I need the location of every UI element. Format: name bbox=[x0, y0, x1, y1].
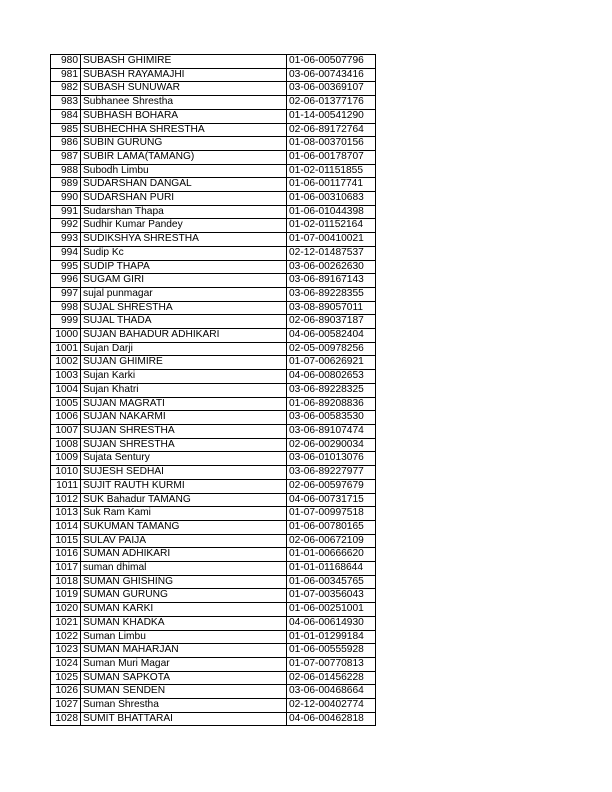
person-id: 02-06-01456228 bbox=[287, 671, 376, 685]
table-row bbox=[51, 424, 376, 438]
person-id: 01-06-00251001 bbox=[287, 603, 376, 617]
row-number: 981 bbox=[51, 68, 81, 82]
table-row bbox=[51, 438, 376, 452]
person-id: 03-06-00468664 bbox=[287, 685, 376, 699]
row-number: 999 bbox=[51, 315, 81, 329]
person-name: SUJAN SHRESTHA bbox=[81, 424, 287, 438]
row-number: 985 bbox=[51, 123, 81, 137]
person-id: 01-01-00666620 bbox=[287, 548, 376, 562]
person-name: SULAV PAIJA bbox=[81, 534, 287, 548]
table-row bbox=[51, 329, 376, 343]
row-number: 1011 bbox=[51, 479, 81, 493]
person-name: SUDARSHAN PURI bbox=[81, 192, 287, 206]
table-row bbox=[51, 192, 376, 206]
person-id: 01-07-00356043 bbox=[287, 589, 376, 603]
row-number: 1013 bbox=[51, 507, 81, 521]
person-id: 01-07-00410021 bbox=[287, 233, 376, 247]
table-row bbox=[51, 219, 376, 233]
person-name: SUJAN SHRESTHA bbox=[81, 438, 287, 452]
person-name: SUJAN MAGRATI bbox=[81, 397, 287, 411]
person-id: 02-06-89037187 bbox=[287, 315, 376, 329]
row-number: 1028 bbox=[51, 712, 81, 726]
row-number: 991 bbox=[51, 205, 81, 219]
row-number: 995 bbox=[51, 260, 81, 274]
table-row bbox=[51, 548, 376, 562]
person-name: Sujata Sentury bbox=[81, 452, 287, 466]
row-number: 1015 bbox=[51, 534, 81, 548]
person-name: Sujan Karki bbox=[81, 370, 287, 384]
row-number: 996 bbox=[51, 274, 81, 288]
person-name: SUJAL THADA bbox=[81, 315, 287, 329]
table-row bbox=[51, 575, 376, 589]
row-number: 1010 bbox=[51, 466, 81, 480]
person-id: 01-06-00555928 bbox=[287, 644, 376, 658]
person-name: SUMAN GURUNG bbox=[81, 589, 287, 603]
row-number: 1007 bbox=[51, 424, 81, 438]
row-number: 997 bbox=[51, 287, 81, 301]
table-row bbox=[51, 644, 376, 658]
person-name: SUGAM GIRI bbox=[81, 274, 287, 288]
table-row bbox=[51, 123, 376, 137]
table-row bbox=[51, 397, 376, 411]
table-row bbox=[51, 657, 376, 671]
table-row bbox=[51, 466, 376, 480]
row-number: 1009 bbox=[51, 452, 81, 466]
table-row bbox=[51, 630, 376, 644]
table-row bbox=[51, 370, 376, 384]
row-number: 1014 bbox=[51, 520, 81, 534]
row-number: 1021 bbox=[51, 616, 81, 630]
person-name: SUK Bahadur TAMANG bbox=[81, 493, 287, 507]
person-id: 01-06-00310683 bbox=[287, 192, 376, 206]
person-name: SUBASH RAYAMAJHI bbox=[81, 68, 287, 82]
person-name: SUBASH SUNUWAR bbox=[81, 82, 287, 96]
row-number: 1001 bbox=[51, 342, 81, 356]
person-id: 02-06-00597679 bbox=[287, 479, 376, 493]
person-name: Sujan Khatri bbox=[81, 383, 287, 397]
row-number: 1018 bbox=[51, 575, 81, 589]
row-number: 994 bbox=[51, 246, 81, 260]
person-name: suman dhimal bbox=[81, 562, 287, 576]
person-name: sujal punmagar bbox=[81, 287, 287, 301]
table-row bbox=[51, 479, 376, 493]
row-number: 1004 bbox=[51, 383, 81, 397]
person-name: SUKUMAN TAMANG bbox=[81, 520, 287, 534]
row-number: 1023 bbox=[51, 644, 81, 658]
row-number: 1025 bbox=[51, 671, 81, 685]
person-name: SUBASH GHIMIRE bbox=[81, 55, 287, 69]
person-id: 03-06-00743416 bbox=[287, 68, 376, 82]
table-row bbox=[51, 178, 376, 192]
person-name: SUMAN MAHARJAN bbox=[81, 644, 287, 658]
person-name: SUJAN BAHADUR ADHIKARI bbox=[81, 329, 287, 343]
document-page bbox=[50, 54, 376, 726]
person-id: 04-06-00582404 bbox=[287, 329, 376, 343]
table-row bbox=[51, 109, 376, 123]
table-row bbox=[51, 260, 376, 274]
table-row bbox=[51, 274, 376, 288]
person-name: SUMAN KARKI bbox=[81, 603, 287, 617]
person-id: 02-06-01377176 bbox=[287, 96, 376, 110]
table-row bbox=[51, 603, 376, 617]
person-name: SUJAL SHRESTHA bbox=[81, 301, 287, 315]
person-id: 04-06-00731715 bbox=[287, 493, 376, 507]
row-number: 980 bbox=[51, 55, 81, 69]
row-number: 982 bbox=[51, 82, 81, 96]
person-name: SUDARSHAN DANGAL bbox=[81, 178, 287, 192]
person-name: SUMAN SENDEN bbox=[81, 685, 287, 699]
row-number: 987 bbox=[51, 150, 81, 164]
row-number: 1002 bbox=[51, 356, 81, 370]
person-name: SUMAN GHISHING bbox=[81, 575, 287, 589]
person-id: 02-12-00402774 bbox=[287, 699, 376, 713]
row-number: 989 bbox=[51, 178, 81, 192]
row-number: 1019 bbox=[51, 589, 81, 603]
person-id: 03-06-89227977 bbox=[287, 466, 376, 480]
table-row bbox=[51, 589, 376, 603]
row-number: 992 bbox=[51, 219, 81, 233]
table-row bbox=[51, 493, 376, 507]
person-id: 03-06-89228325 bbox=[287, 383, 376, 397]
person-id: 01-07-00626921 bbox=[287, 356, 376, 370]
person-name: SUMIT BHATTARAI bbox=[81, 712, 287, 726]
person-name: SUBIR LAMA(TAMANG) bbox=[81, 150, 287, 164]
person-id: 01-07-00997518 bbox=[287, 507, 376, 521]
row-number: 1027 bbox=[51, 699, 81, 713]
person-id: 01-06-00117741 bbox=[287, 178, 376, 192]
person-id: 03-06-89167143 bbox=[287, 274, 376, 288]
person-name: SUBIN GURUNG bbox=[81, 137, 287, 151]
person-name: Suman Muri Magar bbox=[81, 657, 287, 671]
row-number: 990 bbox=[51, 192, 81, 206]
row-number: 1022 bbox=[51, 630, 81, 644]
person-id: 01-08-00370156 bbox=[287, 137, 376, 151]
roster-table-body bbox=[51, 55, 376, 726]
table-row bbox=[51, 520, 376, 534]
person-name: Sudhir Kumar Pandey bbox=[81, 219, 287, 233]
row-number: 1012 bbox=[51, 493, 81, 507]
person-id: 04-06-00462818 bbox=[287, 712, 376, 726]
table-row bbox=[51, 246, 376, 260]
table-row bbox=[51, 616, 376, 630]
row-number: 1003 bbox=[51, 370, 81, 384]
table-row bbox=[51, 342, 376, 356]
person-name: SUJESH SEDHAI bbox=[81, 466, 287, 480]
row-number: 1026 bbox=[51, 685, 81, 699]
person-id: 01-06-89208836 bbox=[287, 397, 376, 411]
row-number: 998 bbox=[51, 301, 81, 315]
person-id: 01-06-00178707 bbox=[287, 150, 376, 164]
person-name: SUMAN SAPKOTA bbox=[81, 671, 287, 685]
row-number: 1017 bbox=[51, 562, 81, 576]
person-name: Subhanee Shrestha bbox=[81, 96, 287, 110]
person-id: 01-06-00507796 bbox=[287, 55, 376, 69]
table-row bbox=[51, 452, 376, 466]
row-number: 988 bbox=[51, 164, 81, 178]
person-id: 01-06-01044398 bbox=[287, 205, 376, 219]
person-name: SUJAN NAKARMI bbox=[81, 411, 287, 425]
row-number: 1008 bbox=[51, 438, 81, 452]
person-id: 03-06-89107474 bbox=[287, 424, 376, 438]
person-id: 01-14-00541290 bbox=[287, 109, 376, 123]
person-id: 03-06-00369107 bbox=[287, 82, 376, 96]
person-name: Suk Ram Kami bbox=[81, 507, 287, 521]
table-row bbox=[51, 411, 376, 425]
person-name: Sudarshan Thapa bbox=[81, 205, 287, 219]
person-name: Sudip Kc bbox=[81, 246, 287, 260]
person-name: Suman Limbu bbox=[81, 630, 287, 644]
row-number: 986 bbox=[51, 137, 81, 151]
person-name: SUDIKSHYA SHRESTHA bbox=[81, 233, 287, 247]
person-name: Sujan Darji bbox=[81, 342, 287, 356]
person-id: 02-05-00978256 bbox=[287, 342, 376, 356]
table-row bbox=[51, 685, 376, 699]
table-row bbox=[51, 68, 376, 82]
person-name: SUDIP THAPA bbox=[81, 260, 287, 274]
table-row bbox=[51, 164, 376, 178]
person-id: 03-06-89228355 bbox=[287, 287, 376, 301]
person-id: 01-01-01299184 bbox=[287, 630, 376, 644]
table-row bbox=[51, 96, 376, 110]
row-number: 1005 bbox=[51, 397, 81, 411]
person-id: 03-06-00262630 bbox=[287, 260, 376, 274]
person-name: SUJAN GHIMIRE bbox=[81, 356, 287, 370]
row-number: 1020 bbox=[51, 603, 81, 617]
person-id: 02-06-89172764 bbox=[287, 123, 376, 137]
row-number: 983 bbox=[51, 96, 81, 110]
person-id: 03-08-89057011 bbox=[287, 301, 376, 315]
person-name: SUMAN KHADKA bbox=[81, 616, 287, 630]
person-id: 04-06-00614930 bbox=[287, 616, 376, 630]
row-number: 1000 bbox=[51, 329, 81, 343]
row-number: 1016 bbox=[51, 548, 81, 562]
table-row bbox=[51, 562, 376, 576]
table-row bbox=[51, 356, 376, 370]
person-id: 02-12-01487537 bbox=[287, 246, 376, 260]
table-row bbox=[51, 233, 376, 247]
table-row bbox=[51, 712, 376, 726]
table-row bbox=[51, 383, 376, 397]
row-number: 984 bbox=[51, 109, 81, 123]
person-name: SUBHECHHA SHRESTHA bbox=[81, 123, 287, 137]
person-id: 02-06-00290034 bbox=[287, 438, 376, 452]
person-id: 01-07-00770813 bbox=[287, 657, 376, 671]
person-id: 03-06-01013076 bbox=[287, 452, 376, 466]
table-row bbox=[51, 301, 376, 315]
person-name: Subodh Limbu bbox=[81, 164, 287, 178]
table-row bbox=[51, 671, 376, 685]
person-id: 01-06-00345765 bbox=[287, 575, 376, 589]
person-name: SUBHASH BOHARA bbox=[81, 109, 287, 123]
person-id: 01-06-00780165 bbox=[287, 520, 376, 534]
table-row bbox=[51, 534, 376, 548]
table-row bbox=[51, 315, 376, 329]
table-row bbox=[51, 287, 376, 301]
table-row bbox=[51, 150, 376, 164]
person-id: 03-06-00583530 bbox=[287, 411, 376, 425]
table-row bbox=[51, 699, 376, 713]
person-id: 04-06-00802653 bbox=[287, 370, 376, 384]
table-row bbox=[51, 507, 376, 521]
table-row bbox=[51, 55, 376, 69]
person-id: 01-01-01168644 bbox=[287, 562, 376, 576]
person-id: 01-02-01152164 bbox=[287, 219, 376, 233]
row-number: 1006 bbox=[51, 411, 81, 425]
person-name: SUMAN ADHIKARI bbox=[81, 548, 287, 562]
person-name: SUJIT RAUTH KURMI bbox=[81, 479, 287, 493]
person-name: Suman Shrestha bbox=[81, 699, 287, 713]
row-number: 1024 bbox=[51, 657, 81, 671]
person-id: 01-02-01151855 bbox=[287, 164, 376, 178]
table-row bbox=[51, 205, 376, 219]
table-row bbox=[51, 137, 376, 151]
row-number: 993 bbox=[51, 233, 81, 247]
person-id: 02-06-00672109 bbox=[287, 534, 376, 548]
table-row bbox=[51, 82, 376, 96]
roster-table bbox=[50, 54, 376, 726]
